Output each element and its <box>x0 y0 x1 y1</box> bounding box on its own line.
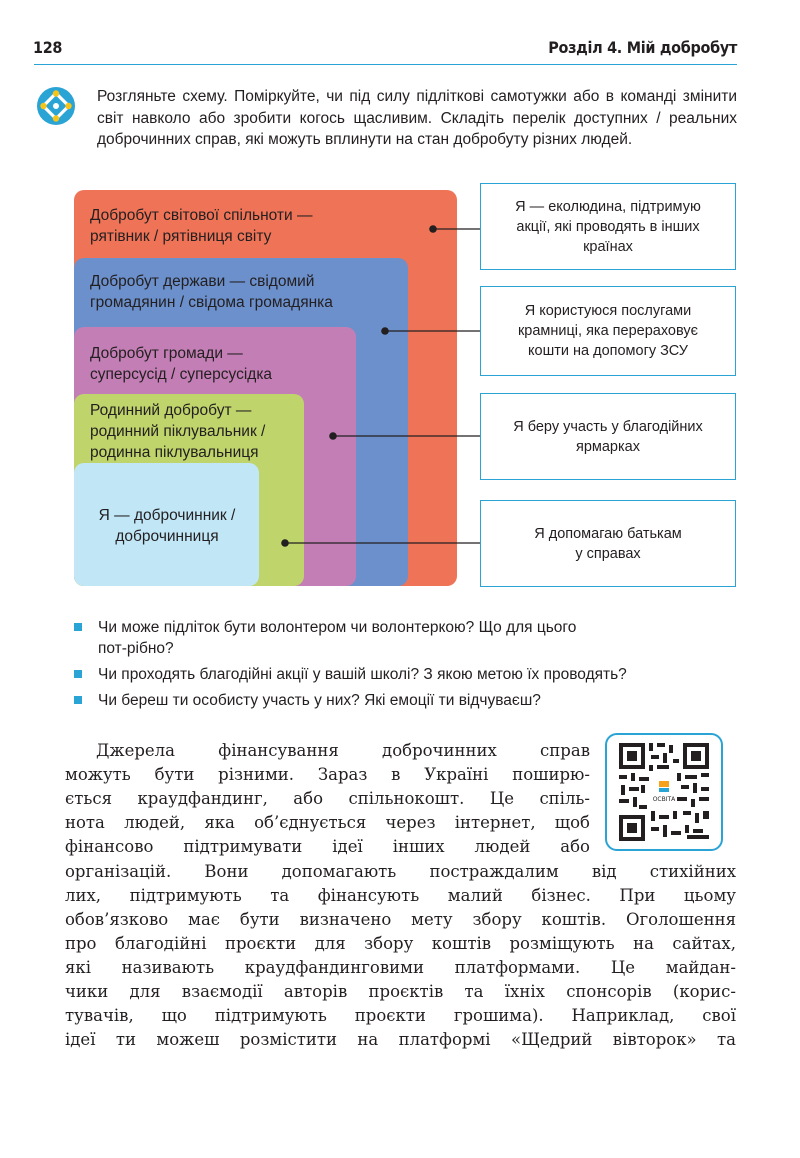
action-box-fairs: Я беру участь у благодійних ярмарках <box>480 393 736 480</box>
level-state-label: Добробут держави — свідомий громадянин / свідома громадянка <box>90 273 333 311</box>
question-list <box>72 617 736 716</box>
list-item: Чи може підліток бути волонтером чи волонтеркою? Що для цього пот-рібно? <box>72 617 736 659</box>
body-paragraph-narrow: Джерела фінансування доброчинних справ можуть бути різними. Зараз в Україні поширю- ється краудфандинг, або спільнокошт. Це спіль- нота людей, яка об’єднується через інтернет, щоб фінансово підтримувати ідеї інших людей або <box>65 741 590 856</box>
list-item: Чи береш ти особисту участь у них? Які емоції ти відчуваєш? <box>72 690 736 711</box>
action-box-parents: Я допомагаю батькам у справах <box>480 500 736 587</box>
page-header <box>33 38 737 66</box>
page-number: 128 <box>33 38 63 57</box>
bullet-icon <box>74 696 82 704</box>
level-world-label: Добробут світової спільноти — рятівник / рятівниця світу <box>90 207 313 245</box>
section-title: Розділ 4. Мій добробут <box>548 38 737 57</box>
list-item: Чи проходять благодійні акції у вашій школі? З якою метою їх проводять? <box>72 664 736 685</box>
header-divider <box>34 64 737 65</box>
task-icon <box>36 86 76 126</box>
level-family-label: Родинний добробут — родинний піклувальник / родинна піклувальниця <box>90 402 266 461</box>
action-box-shop: Я користуюся послугами крамниці, яка перераховує кошти на допомогу ЗСУ <box>480 286 736 376</box>
task-intro: Розгляньте схему. Поміркуйте, чи під силу підліткові самотужки або в команді змінити світ навколо або зробити когось щасливим. Складіть перелік доступних / реальних доброчинних справ, які можуть вплинути на стан добробуту різних людей. <box>97 88 737 148</box>
svg-text:ОСВІТА: ОСВІТА <box>652 796 676 803</box>
level-community-label: Добробут громади — суперсусід / суперсусідка <box>90 345 273 383</box>
body-paragraph-wide: організацій. Вони допомагають постраждалим від стихійних лих, підтримують та фінансують малий бізнес. При цьому обов’язково має бути визначено мету збору коштів. Оголошення про благодійні проєкти для збору коштів розміщують на сайтах, які називають краудфандинговими платформами. Це майдан- чики для взаємодії авторів проєктів та їхніх спонсорів (корис- тувачів, що підтримують проєкти грошима). Наприклад, свої ідеї ти можеш розмістити на платформі «Щедрий вівторок» та <box>65 862 736 1049</box>
qr-code[interactable] <box>605 733 723 851</box>
bullet-icon <box>74 623 82 631</box>
qr-code-icon <box>607 735 721 849</box>
bullet-icon <box>74 670 82 678</box>
action-box-eco: Я — еколюдина, підтримую акції, які проводять в інших країнах <box>480 183 736 270</box>
level-self-label: Я — доброчинник / доброчинниця <box>98 507 236 545</box>
